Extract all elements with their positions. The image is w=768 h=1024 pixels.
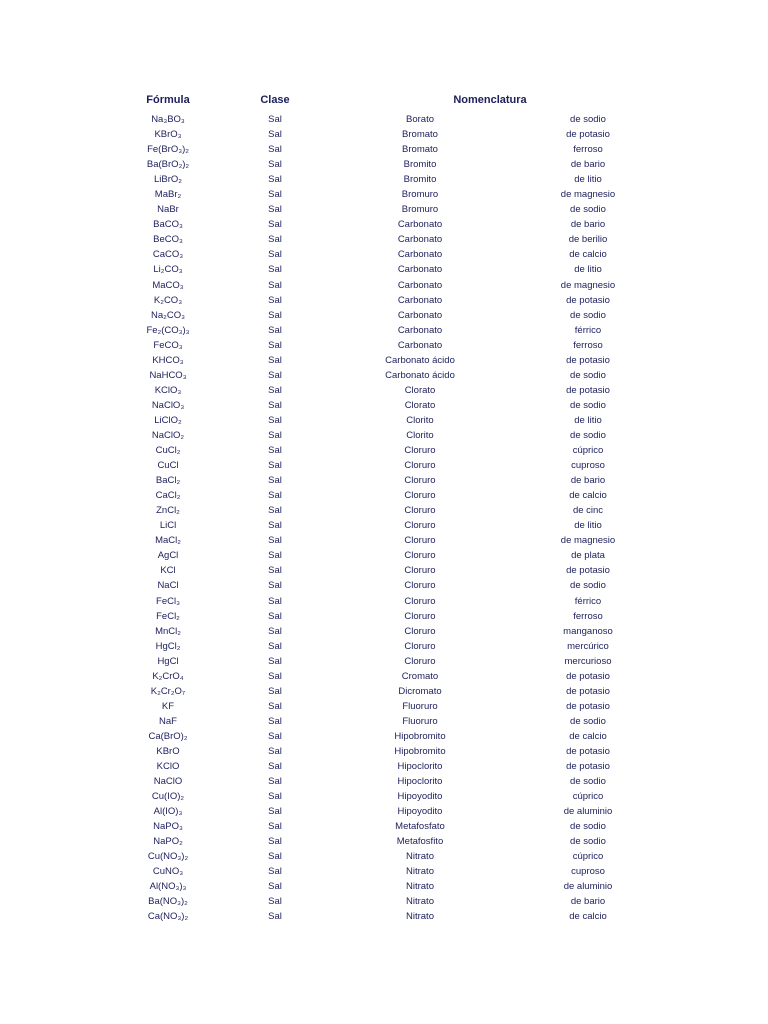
- cell-sufijo: cúprico: [572, 851, 604, 863]
- table-row: [0, 172, 768, 187]
- cell-formula: Al(NO₃)₃: [149, 881, 187, 893]
- cell-nombre: Bromuro: [401, 204, 439, 216]
- cell-clase: Sal: [268, 730, 282, 742]
- table-body: [0, 112, 768, 925]
- cell-sufijo: de bario: [570, 219, 606, 231]
- cell-formula: KClO₃: [154, 384, 182, 396]
- table-row: [0, 443, 768, 458]
- table-row: [0, 112, 768, 127]
- cell-formula: AgCl: [157, 550, 179, 562]
- cell-sufijo: de aluminio: [563, 806, 613, 818]
- cell-sufijo: ferroso: [573, 339, 603, 351]
- cell-clase: Sal: [268, 776, 282, 788]
- cell-formula: CuCl: [157, 460, 179, 472]
- cell-nombre: Nitrato: [406, 896, 434, 908]
- cell-nombre: Cloruro: [404, 445, 436, 457]
- cell-nombre: Cloruro: [404, 580, 436, 592]
- table-row: [0, 278, 768, 293]
- cell-sufijo: de potasio: [566, 384, 610, 396]
- table-row: [0, 308, 768, 323]
- cell-clase: Sal: [268, 745, 282, 757]
- cell-nombre: Nitrato: [406, 866, 434, 878]
- cell-nombre: Clorato: [404, 399, 436, 411]
- cell-nombre: Hipoclorito: [397, 776, 443, 788]
- cell-formula: Cu(NO₃)₂: [147, 851, 189, 863]
- cell-nombre: Carbonato: [397, 264, 443, 276]
- cell-clase: Sal: [268, 354, 282, 366]
- table-row: [0, 864, 768, 879]
- cell-nombre: Nitrato: [406, 911, 434, 923]
- cell-clase: Sal: [268, 520, 282, 532]
- cell-nombre: Hipoyodito: [397, 806, 443, 818]
- cell-clase: Sal: [268, 369, 282, 381]
- table-row: [0, 729, 768, 744]
- cell-sufijo: de sodio: [570, 776, 606, 788]
- cell-nombre: Clorato: [404, 384, 436, 396]
- cell-sufijo: de calcio: [569, 911, 607, 923]
- cell-clase: Sal: [268, 685, 282, 697]
- cell-clase: Sal: [268, 761, 282, 773]
- cell-sufijo: de litio: [574, 174, 602, 186]
- cell-nombre: Clorito: [406, 414, 434, 426]
- cell-formula: ZnCl₂: [156, 505, 180, 517]
- cell-sufijo: de magnesio: [560, 189, 616, 201]
- cell-nombre: Carbonato: [397, 339, 443, 351]
- cell-formula: K₂Cr₂O₇: [150, 685, 186, 697]
- cell-formula: BaCO₃: [153, 219, 183, 231]
- table-row: [0, 654, 768, 669]
- table-row: [0, 609, 768, 624]
- cell-nombre: Fluoruro: [402, 700, 438, 712]
- cell-formula: KBrO: [156, 745, 180, 757]
- cell-sufijo: cuproso: [571, 460, 605, 472]
- cell-nombre: Nitrato: [406, 851, 434, 863]
- header-nomenclatura: Nomenclatura: [453, 94, 527, 106]
- cell-clase: Sal: [268, 640, 282, 652]
- cell-sufijo: de potasio: [566, 354, 610, 366]
- cell-clase: Sal: [268, 505, 282, 517]
- table-row: [0, 368, 768, 383]
- cell-sufijo: de potasio: [566, 565, 610, 577]
- table-row: [0, 413, 768, 428]
- cell-formula: Fe₂(CO₃)₃: [146, 324, 190, 336]
- cell-sufijo: mercúrico: [567, 640, 609, 652]
- cell-nombre: Carbonato: [397, 294, 443, 306]
- cell-sufijo: de sodio: [570, 836, 606, 848]
- table-row: [0, 262, 768, 277]
- cell-clase: Sal: [268, 144, 282, 156]
- table-row: [0, 473, 768, 488]
- cell-formula: KBrO₃: [154, 129, 182, 141]
- cell-formula: NaPO₃: [153, 821, 183, 833]
- cell-nombre: Bromito: [403, 159, 437, 171]
- cell-nombre: Nitrato: [406, 881, 434, 893]
- cell-formula: NaClO₂: [151, 429, 185, 441]
- table-row: [0, 849, 768, 864]
- cell-nombre: Cloruro: [404, 550, 436, 562]
- cell-formula: BeCO₃: [153, 234, 183, 246]
- table-row: [0, 293, 768, 308]
- cell-clase: Sal: [268, 610, 282, 622]
- cell-formula: Na₃BO₃: [151, 114, 185, 125]
- cell-formula: BaCl₂: [155, 475, 181, 487]
- cell-sufijo: de potasio: [566, 700, 610, 712]
- cell-nombre: Cloruro: [404, 655, 436, 667]
- cell-clase: Sal: [268, 625, 282, 637]
- cell-formula: CaCO₃: [152, 249, 184, 261]
- cell-clase: Sal: [268, 565, 282, 577]
- header-formula: Fórmula: [146, 94, 190, 106]
- cell-clase: Sal: [268, 670, 282, 682]
- cell-sufijo: de sodio: [570, 309, 606, 321]
- cell-clase: Sal: [268, 324, 282, 336]
- table-row: [0, 563, 768, 578]
- table-row: [0, 142, 768, 157]
- cell-sufijo: de potasio: [566, 745, 610, 757]
- cell-formula: Fe(BrO₃)₂: [147, 144, 189, 156]
- cell-formula: LiClO₂: [154, 414, 182, 426]
- table-row: [0, 834, 768, 849]
- cell-clase: Sal: [268, 174, 282, 186]
- table-row: [0, 187, 768, 202]
- cell-clase: Sal: [268, 294, 282, 306]
- cell-formula: FeCl₂: [156, 610, 180, 622]
- cell-formula: NaBr: [157, 204, 179, 216]
- cell-clase: Sal: [268, 896, 282, 908]
- table-row: [0, 398, 768, 413]
- cell-sufijo: de sodio: [570, 821, 606, 833]
- cell-nombre: Metafosfato: [395, 821, 445, 833]
- cell-sufijo: de litio: [574, 414, 602, 426]
- cell-formula: Ba(BrO₂)₂: [146, 159, 190, 171]
- cell-nombre: Borato: [406, 114, 434, 125]
- cell-clase: Sal: [268, 204, 282, 216]
- cell-clase: Sal: [268, 715, 282, 727]
- table-row: [0, 353, 768, 368]
- cell-sufijo: de calcio: [569, 490, 607, 502]
- cell-clase: Sal: [268, 264, 282, 276]
- cell-nombre: Cloruro: [404, 595, 436, 607]
- cell-sufijo: cúprico: [572, 445, 604, 457]
- cell-sufijo: de sodio: [570, 715, 606, 727]
- table-row: [0, 247, 768, 262]
- table-row: [0, 217, 768, 232]
- table-row: [0, 819, 768, 834]
- cell-formula: Al(IO)₃: [153, 806, 183, 818]
- cell-sufijo: de litio: [574, 264, 602, 276]
- cell-nombre: Carbonato: [397, 219, 443, 231]
- header-clase: Clase: [260, 94, 290, 106]
- cell-sufijo: férrico: [574, 324, 602, 336]
- cell-clase: Sal: [268, 490, 282, 502]
- cell-sufijo: de sodio: [570, 580, 606, 592]
- cell-formula: FeCl₃: [156, 595, 180, 607]
- cell-nombre: Cloruro: [404, 565, 436, 577]
- cell-nombre: Hipobromito: [394, 730, 446, 742]
- cell-sufijo: de bario: [570, 475, 606, 487]
- cell-formula: KHCO₃: [152, 354, 184, 366]
- cell-nombre: Cloruro: [404, 610, 436, 622]
- cell-nombre: Cloruro: [404, 625, 436, 637]
- table-row: [0, 639, 768, 654]
- table-row: [0, 789, 768, 804]
- cell-clase: Sal: [268, 189, 282, 201]
- cell-sufijo: de potasio: [566, 761, 610, 773]
- table-row: [0, 518, 768, 533]
- table-row: [0, 533, 768, 548]
- cell-formula: KF: [161, 700, 175, 712]
- cell-clase: Sal: [268, 445, 282, 457]
- cell-formula: NaPO₂: [153, 836, 183, 848]
- cell-nombre: Hipoyodito: [397, 791, 443, 803]
- cell-sufijo: de aluminio: [563, 881, 613, 893]
- cell-clase: Sal: [268, 580, 282, 592]
- table-row: [0, 578, 768, 593]
- table-row: [0, 594, 768, 609]
- cell-formula: CuNO₃: [152, 866, 184, 878]
- table-row: [0, 759, 768, 774]
- cell-formula: KCl: [160, 565, 176, 577]
- cell-formula: NaClO: [153, 776, 183, 788]
- cell-nombre: Bromito: [403, 174, 437, 186]
- cell-formula: FeCO₃: [153, 339, 183, 351]
- cell-sufijo: manganoso: [563, 625, 613, 637]
- cell-clase: Sal: [268, 129, 282, 141]
- cell-clase: Sal: [268, 851, 282, 863]
- table-row: [0, 458, 768, 473]
- table-row: [0, 699, 768, 714]
- cell-formula: LiCl: [159, 520, 177, 532]
- cell-formula: NaCl: [157, 580, 179, 592]
- cell-clase: Sal: [268, 475, 282, 487]
- cell-formula: K₂CO₃: [153, 294, 183, 306]
- cell-clase: Sal: [268, 249, 282, 261]
- cell-clase: Sal: [268, 655, 282, 667]
- cell-sufijo: de sodio: [570, 204, 606, 216]
- table-row: [0, 804, 768, 819]
- table-row: [0, 624, 768, 639]
- table-row: [0, 548, 768, 563]
- cell-sufijo: de bario: [570, 159, 606, 171]
- cell-sufijo: ferroso: [573, 144, 603, 156]
- cell-clase: Sal: [268, 836, 282, 848]
- cell-formula: MnCl₂: [155, 625, 181, 637]
- cell-sufijo: de litio: [574, 520, 602, 532]
- table-row: [0, 894, 768, 909]
- table-row: [0, 714, 768, 729]
- cell-formula: CaCl₂: [155, 490, 181, 502]
- cell-sufijo: de potasio: [566, 670, 610, 682]
- cell-nombre: Cloruro: [404, 640, 436, 652]
- cell-formula: CuCl₂: [155, 445, 181, 457]
- cell-clase: Sal: [268, 460, 282, 472]
- cell-clase: Sal: [268, 279, 282, 291]
- cell-formula: K₂CrO₄: [152, 670, 184, 682]
- table-row: [0, 684, 768, 699]
- cell-nombre: Carbonato ácido: [385, 369, 455, 381]
- cell-sufijo: de bario: [570, 896, 606, 908]
- cell-sufijo: de sodio: [570, 369, 606, 381]
- cell-clase: Sal: [268, 806, 282, 818]
- cell-formula: NaF: [159, 715, 177, 727]
- cell-nombre: Dicromato: [398, 685, 442, 697]
- table-row: [0, 774, 768, 789]
- cell-formula: Cu(IO)₂: [151, 791, 185, 803]
- cell-formula: MaCl₂: [155, 535, 181, 547]
- table-row: [0, 383, 768, 398]
- cell-nombre: Carbonato: [397, 234, 443, 246]
- cell-clase: Sal: [268, 159, 282, 171]
- cell-nombre: Cloruro: [404, 505, 436, 517]
- table-header: [0, 94, 768, 110]
- table-row: [0, 323, 768, 338]
- cell-sufijo: de calcio: [569, 249, 607, 261]
- cell-sufijo: de potasio: [566, 129, 610, 141]
- cell-sufijo: de magnesio: [560, 535, 616, 547]
- cell-sufijo: férrico: [574, 595, 602, 607]
- cell-formula: MaBr₂: [154, 189, 182, 201]
- cell-sufijo: cuproso: [571, 866, 605, 878]
- table-row: [0, 488, 768, 503]
- cell-clase: Sal: [268, 114, 282, 125]
- cell-clase: Sal: [268, 700, 282, 712]
- cell-sufijo: mercurioso: [564, 655, 612, 667]
- cell-formula: MaCO₃: [152, 279, 184, 291]
- cell-sufijo: ferroso: [573, 610, 603, 622]
- cell-clase: Sal: [268, 234, 282, 246]
- cell-clase: Sal: [268, 399, 282, 411]
- cell-sufijo: cúprico: [572, 791, 604, 803]
- cell-nombre: Cloruro: [404, 475, 436, 487]
- cell-formula: LiBrO₂: [154, 174, 182, 186]
- cell-nombre: Cloruro: [404, 490, 436, 502]
- cell-clase: Sal: [268, 911, 282, 923]
- cell-clase: Sal: [268, 821, 282, 833]
- cell-nombre: Cloruro: [404, 520, 436, 532]
- cell-sufijo: de potasio: [566, 685, 610, 697]
- cell-formula: NaClO₃: [151, 399, 185, 411]
- cell-sufijo: de sodio: [570, 114, 606, 125]
- cell-nombre: Metafosfito: [396, 836, 444, 848]
- cell-nombre: Bromato: [402, 129, 438, 141]
- cell-nombre: Cromato: [401, 670, 439, 682]
- cell-nombre: Fluoruro: [402, 715, 438, 727]
- table-row: [0, 879, 768, 894]
- cell-clase: Sal: [268, 791, 282, 803]
- table-row: [0, 127, 768, 142]
- cell-nombre: Hipobromito: [394, 745, 446, 757]
- cell-formula: Ca(BrO)₂: [148, 730, 188, 742]
- cell-sufijo: de plata: [571, 550, 605, 562]
- cell-formula: NaHCO₃: [149, 369, 187, 381]
- cell-clase: Sal: [268, 595, 282, 607]
- table-row: [0, 428, 768, 443]
- cell-sufijo: de magnesio: [560, 279, 616, 291]
- cell-sufijo: de cinc: [572, 505, 604, 517]
- cell-nombre: Hipoclorito: [397, 761, 443, 773]
- cell-formula: Ca(NO₃)₂: [147, 911, 189, 923]
- cell-sufijo: de potasio: [566, 294, 610, 306]
- table-row: [0, 157, 768, 172]
- cell-nombre: Carbonato ácido: [385, 354, 455, 366]
- table-row: [0, 202, 768, 217]
- cell-clase: Sal: [268, 866, 282, 878]
- cell-nombre: Clorito: [406, 429, 434, 441]
- cell-nombre: Carbonato: [397, 249, 443, 261]
- cell-nombre: Bromuro: [401, 189, 439, 201]
- cell-nombre: Cloruro: [404, 535, 436, 547]
- cell-sufijo: de calcio: [569, 730, 607, 742]
- cell-clase: Sal: [268, 550, 282, 562]
- cell-clase: Sal: [268, 429, 282, 441]
- cell-clase: Sal: [268, 309, 282, 321]
- table-row: [0, 669, 768, 684]
- cell-formula: Ba(NO₃)₂: [148, 896, 188, 908]
- cell-nombre: Carbonato: [397, 309, 443, 321]
- cell-clase: Sal: [268, 219, 282, 231]
- cell-nombre: Bromato: [402, 144, 438, 156]
- cell-formula: Na₂CO₃: [151, 309, 185, 321]
- cell-sufijo: de sodio: [570, 399, 606, 411]
- cell-clase: Sal: [268, 535, 282, 547]
- cell-sufijo: de berilio: [568, 234, 608, 246]
- cell-nombre: Carbonato: [397, 279, 443, 291]
- table-row: [0, 232, 768, 247]
- cell-formula: Li₂CO₃: [153, 264, 183, 276]
- cell-formula: KClO: [156, 761, 180, 773]
- cell-nombre: Cloruro: [404, 460, 436, 472]
- cell-clase: Sal: [268, 881, 282, 893]
- cell-clase: Sal: [268, 414, 282, 426]
- cell-formula: HgCl₂: [155, 640, 181, 652]
- cell-nombre: Carbonato: [397, 324, 443, 336]
- cell-formula: HgCl: [157, 655, 179, 667]
- cell-clase: Sal: [268, 384, 282, 396]
- cell-sufijo: de sodio: [570, 429, 606, 441]
- cell-clase: Sal: [268, 339, 282, 351]
- table-row: [0, 744, 768, 759]
- table-row: [0, 338, 768, 353]
- table-row: [0, 909, 768, 924]
- table-row: [0, 503, 768, 518]
